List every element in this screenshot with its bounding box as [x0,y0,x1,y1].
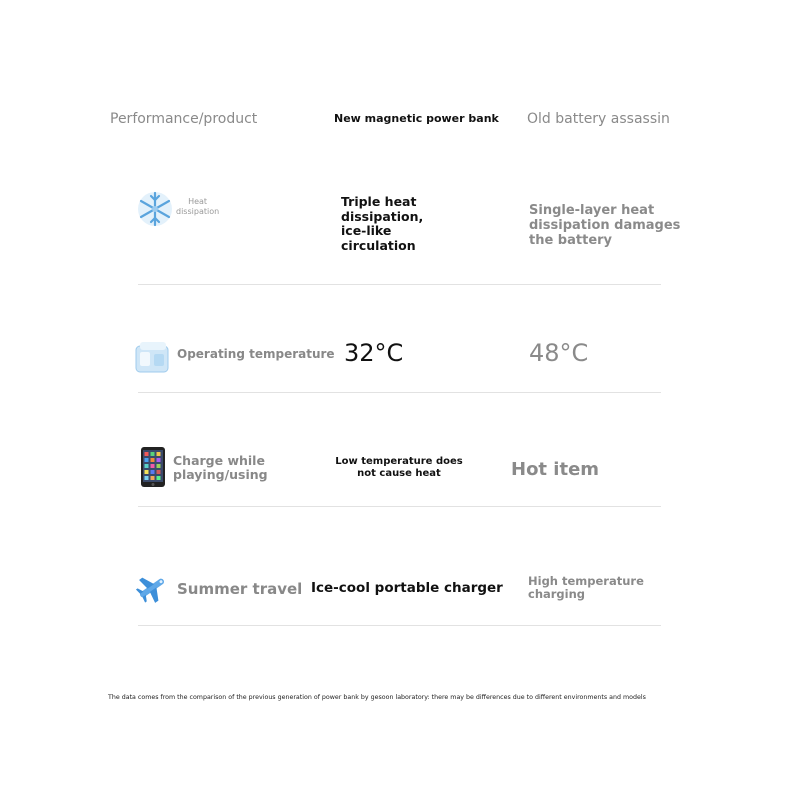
feature-operating-temperature: Operating temperature [177,347,335,361]
ice-cube-icon [134,340,170,374]
row-divider [138,284,661,285]
feature-summer-travel: Summer travel [177,580,303,598]
footnote: The data comes from the comparison of the previous generation of power bank by gesoon laboratory: there may be differences due to different environments and models [108,694,646,701]
new-heat-dissipation: Triple heat dissipation, ice-like circulation [341,194,424,253]
new-charge-while-playing: Low temperature does not cause heat [335,456,463,479]
old-operating-temperature: 48°C [529,339,589,367]
airplane-icon [134,570,170,606]
row-divider [138,392,661,393]
old-heat-dissipation: Single-layer heat dissipation damages the battery [529,203,681,248]
header-new-power-bank: New magnetic power bank [334,112,499,125]
new-operating-temperature: 32°C [344,339,404,367]
new-summer-travel: Ice-cool portable charger [311,580,503,596]
phone-icon [140,446,166,488]
header-performance: Performance/product [110,111,258,127]
old-summer-travel: High temperature charging [528,574,644,601]
snowflake-icon [136,190,174,228]
header-old-battery: Old battery assassin [527,111,670,127]
feature-heat-dissipation: Heat dissipation [176,197,220,216]
old-charge-while-playing: Hot item [511,459,600,480]
row-divider [138,506,661,507]
feature-charge-while-playing: Charge while playing/using [173,453,268,482]
row-divider [138,625,661,626]
